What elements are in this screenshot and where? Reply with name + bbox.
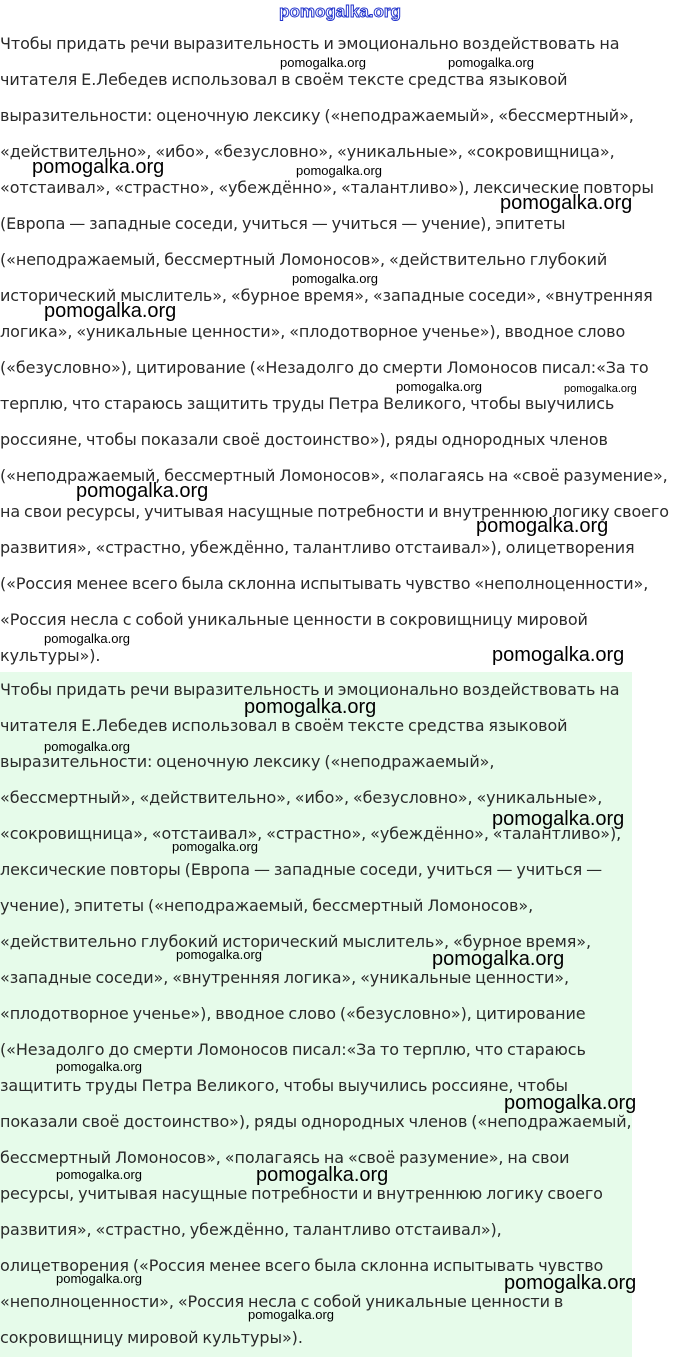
watermark: pomogalka.org [172,839,258,854]
watermark: pomogalka.org [56,1167,142,1182]
watermark: pomogalka.org [564,383,637,395]
watermark: pomogalka.org [56,1059,142,1074]
watermark: pomogalka.org [432,948,565,970]
watermark: pomogalka.org [176,947,262,962]
watermark: pomogalka.org [504,1272,637,1294]
watermark: pomogalka.org [396,379,482,394]
watermark: pomogalka.org [292,271,378,286]
watermark: pomogalka.org [76,480,209,502]
site-header [0,0,680,26]
watermark: pomogalka.org [248,1307,334,1322]
watermark: pomogalka.org [500,192,633,214]
watermark: pomogalka.org [44,300,177,322]
watermark: pomogalka.org [44,631,130,646]
watermark: pomogalka.org [280,55,366,70]
answer-paragraph: Чтобы придать речи выразительность и эмоционально воздействовать на читателя Е.Лебедев использовал в своём тексте средства языковой выразительности: оценочную лексику («неподражаемый», «бессмертный», «действительно», «ибо», «безусловно», «уникальные», «сокровищница», «отстаивал», «страстно», «убеждённо», «талантливо»), лексические повторы (Европа — западные соседи, учиться — учиться — учение), эпитеты («неподражаемый, бессмертный Ломоносов», «действительно глубокий исторический мыслитель», «бурное время», «западные соседи», «внутренняя логика», «уникальные ценности», «плодотворное ученье»), вводное слово («безусловно»), цитирование («Незадолго до смерти Ломоносов писал:«За то терплю, что стараюсь защитить труды Петра Великого, чтобы выучились россияне, чтобы показали своё достоинство»), ряды однородных членов («неподражаемый, бессмертный Ломоносов», «полагаясь на «своё разумение», на свои ресурсы, учитывая насущные потребности и внутреннюю логику своего развития», «страстно, убеждённо, талантливо отстаивал»), олицетворения («Россия менее всего была склонна испытывать чувство «неполноценности», «Россия несла с собой уникальные ценности в сокровищницу мировой культуры»). [0,34,669,665]
watermark: pomogalka.org [448,55,534,70]
watermark: pomogalka.org [476,515,609,537]
watermark: pomogalka.org [492,644,625,666]
watermark: pomogalka.org [492,808,625,830]
watermark: pomogalka.org [56,1271,142,1286]
answer-paragraph-highlighted: Чтобы придать речи выразительность и эмоционально воздействовать на читателя Е.Лебедев использовал в своём тексте средства языковой выразительности: оценочную лексику («неподражаемый», «бессмертный», «действительно», «ибо», «безусловно», «уникальные», «сокровищница», «отстаивал», «страстно», «убеждённо», «талантливо»), лексические повторы (Европа — западные соседи, учиться — учиться — учение), эпитеты («неподражаемый, бессмертный Ломоносов», «действительно глубокий исторический мыслитель», «бурное время», «западные соседи», «внутренняя логика», «уникальные ценности», «плодотворное ученье»), вводное слово («безусловно»), цитирование («Незадолго до смерти Ломоносов писал:«За то терплю, что стараюсь защитить труды Петра Великого, чтобы выучились россияне, чтобы показали своё достоинство»), ряды однородных членов («неподражаемый, бессмертный Ломоносов», «полагаясь на «своё разумение», на свои ресурсы, учитывая насущные потребности и внутреннюю логику своего развития», «страстно, убеждённо, талантливо отстаивал»), олицетворения («Россия менее всего была склонна испытывать чувство «неполноценности», «Россия несла с собой уникальные ценности в сокровищницу мировой культуры»). [0,672,632,1357]
site-link[interactable]: pomogalka.org [279,2,401,21]
watermark: pomogalka.org [504,1092,637,1114]
watermark: pomogalka.org [44,739,130,754]
watermark: pomogalka.org [32,156,165,178]
watermark: pomogalka.org [296,163,382,178]
watermark: pomogalka.org [244,696,377,718]
watermark: pomogalka.org [256,1164,389,1186]
